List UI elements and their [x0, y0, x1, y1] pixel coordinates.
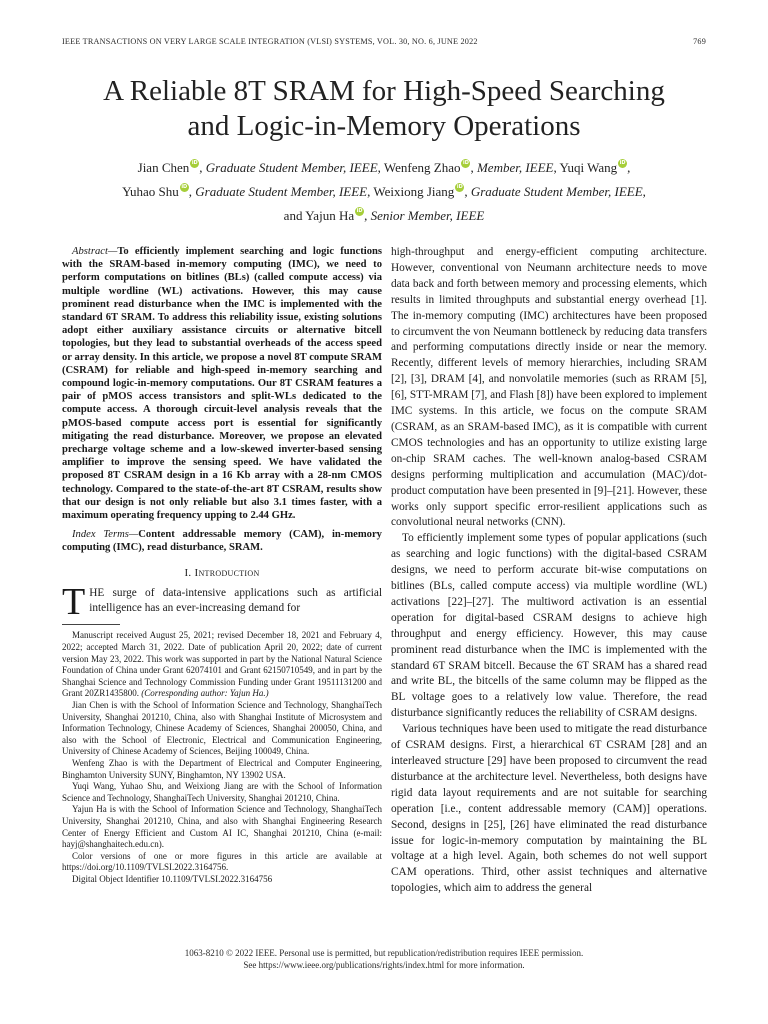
footnote-doi: Digital Object Identifier 10.1109/TVLSI.2022.3164756: [72, 873, 273, 884]
author-line-1: Jian CheniD , Graduate Student Member, IEEE, Wenfeng ZhaoiD , Member, IEEE, Yuqi WangiD ,: [70, 156, 698, 180]
author-line-2: Yuhao ShuiD , Graduate Student Member, IEEE, Weixiong JiangiD , Graduate Student Member, IEEE,: [70, 180, 698, 204]
page-number: 769: [693, 37, 706, 46]
orcid-icon[interactable]: [180, 183, 189, 192]
footnote-affiliation: Yuqi Wang, Yuhao Shu, and Weixiong Jiang are with the School of Information Science and Technology, ShanghaiTech University, Shanghai 201210, China.: [62, 781, 382, 803]
title-line-1: A Reliable 8T SRAM for High-Speed Searching: [103, 75, 665, 107]
orcid-icon[interactable]: [461, 159, 470, 168]
orcid-icon[interactable]: [190, 159, 199, 168]
abstract-label: Abstract—: [72, 246, 118, 257]
index-terms-text: Content addressable memory (CAM), in-memory computing (IMC), read disturbance, SRAM.: [62, 529, 382, 554]
paper-title: [40, 74, 728, 144]
title-line-2: and Logic-in-Memory Operations: [187, 110, 581, 142]
author-role: Graduate Student Member, IEEE: [195, 184, 368, 199]
body-paragraph: Various techniques have been used to mitigate the read disturbance of CSRAM designs. First, a hierarchical 6T CSRAM [28] and an interleaved structure [29] have been proposed to circumvent the read disturbance at the architecture level. Nevertheless, both designs have rigid data layout requirements and are not suitable for searching operation [i.e., content addressable memory (CAM)] operations. Second, designs in [25], [26] have eliminated the read disturbance issue for logic-in-memory computation by maintaining the BL voltage at a high level. Again, both schemes do not well support CAM operations. Third, other assist techniques and alternative topologies, which aim to address the general: [391, 723, 707, 895]
author-name: Yuhao Shu: [122, 184, 179, 199]
right-column: [391, 245, 707, 897]
author-name: Wenfeng Zhao: [383, 160, 461, 175]
author-role: Member, IEEE: [476, 160, 554, 175]
copyright-line-1: 1063-8210 © 2022 IEEE. Personal use is permitted, but republication/redistribution requires IEEE permission.: [184, 948, 584, 958]
section-title: Introduction: [194, 566, 260, 579]
footnote-color[interactable]: Color versions of one or more figures in this article are available at https://doi.org/10.1109/TVLSI.2022.3164756.: [62, 850, 382, 873]
copyright-line-2[interactable]: See https://www.ieee.org/publications/rights/index.html for more information.: [243, 960, 525, 970]
footnote-divider: [62, 624, 120, 625]
author-role: Graduate Student Member, IEEE: [470, 184, 643, 199]
author-role: Graduate Student Member, IEEE: [205, 160, 378, 175]
corresponding-author: (Corresponding author: Yajun Ha.): [141, 688, 269, 699]
author-name: Jian Chen: [137, 160, 190, 175]
author-name: Weixiong Jiang: [373, 184, 455, 199]
abstract-text: To efficiently implement searching and logic functions with the SRAM-based in-memory computing (IMC), we need to perform computations on bitlines (BLs) (called compute access) via multiple wordline (WL) activations. However, this may cause prominent read disturbance when the IMC is implemented with the standard 6T SRAM. To address this reliability issue, existing solutions adopt either auxiliary assistance circuits or alternative bitcell topologies, but they lead to substantial overheads of the access speed or array density. In this article, we propose a novel 8T compute SRAM (CSRAM) for reliable and high-speed in-memory searching and compound logic-in-memory computations. Our 8T CSRAM features a pair of pMOS access transistors and split-WLs dedicated to the compute access. A thorough circuit-level analysis reveals that the pMOS-based compute access port is essential for significantly mitigating the read disturbance. Moreover, we propose an elevated precharge voltage scheme and a low-skewed inverter-based sensing amplifier to improve the sensing speed. We have validated the proposed 8T CSRAM design in a 16 Kb array with a 28-nm CMOS technology. Compared to the state-of-the-art 8T CSRAM, results show that our design is not only reliable but also 3.1 times faster, with a maximum operating frequency upping to 2.44 GHz.: [62, 246, 382, 522]
intro-text: surge of data-intensive applications such as artificial intelligence has an ever-increasing demand for: [89, 586, 382, 615]
body-paragraph: high-throughput and energy-efficient computing architecture. However, conventional von Neumann architecture needs to move data back and forth between memory and processing elements, which results in limited throughputs and substantial energy overhead [1]. The in-memory computing (IMC) architectures have been proposed to circumvent the von Neumann bottleneck by reducing data transfers and performing computations directly inside or near the memory. Recently, different levels of memory hierarchies, including SRAM [2], [3], DRAM [4], and nonvolatile memories (such as RRAM [5], [6], STT-MRAM [7], and Flash [8]) have been explored to implement IMC systems. In this article, we focus on the compute SRAM (CSRAM, as an SRAM-based IMC), as it is compatible with current CMOS technologies and has an opportunity to utilize existing large on-chip SRAM caches. The well-known analog-based CSRAM designs performing multiplication and accumulation (MAC)/dot-product computation have been presented in [9]–[21]. However, these works only support specific error-resilient applications such as convolutional neural networks (CNN).: [391, 246, 707, 529]
orcid-icon[interactable]: [455, 183, 464, 192]
intro-smallcaps: HE: [89, 586, 105, 599]
orcid-icon[interactable]: [355, 207, 364, 216]
orcid-icon[interactable]: [618, 159, 627, 168]
copyright-notice: [60, 947, 708, 971]
index-terms-label: Index Terms—: [72, 529, 139, 541]
author-name: Yuqi Wang: [559, 160, 618, 175]
body-paragraph: To efficiently implement some types of popular applications (such as searching and logic functions) with the digital-based CSRAM designs, we need to perform accurate bit-wise computations on bitlines (BLs, called compute access) via multiple wordline (WL) activations [22]–[27]. The multiword activation is an essential operation for digital-based CSRAM designs to achieve high throughput and energy efficiency. However, this may cause prominent read disturbance when the IMC is implemented with the standard 6T SRAM bitcell. Because the 6T SRAM has a shared read and write BL, the bitcells of the same column may be flipped as the BL voltage goes to a relatively low value. Therefore, the read disturbance significantly reduces the reliability of CSRAM designs.: [391, 532, 707, 720]
section-numeral: I.: [184, 566, 192, 579]
abstract: [62, 245, 382, 522]
footnote-affiliation: Wenfeng Zhao is with the Department of Electrical and Computer Engineering, Binghamton University SUNY, Binghamton, NY 13902 USA.: [62, 758, 382, 780]
author-name: Yajun Ha: [305, 208, 355, 223]
footnotes: [62, 630, 382, 885]
footnote-text: Manuscript received August 25, 2021; revised December 18, 2021 and February 4, 2022; accepted March 31, 2022. Date of publication April 20, 2022; date of current version May 23, 2022. This work was supported in part by the National Natural Science Foundation of China under Grant 62074101 and Grant 62150710549, and in part by the Shanghai Science and Technology Commission Funding under Grant 19511131200 and Grant 20ZR1435800.: [62, 630, 382, 699]
footnote-affiliation: Jian Chen is with the School of Information Science and Technology, ShanghaiTech University, Shanghai 201210, China, also with Shanghai Institute of Microsystem and Information Technology, Chinese Academy of Sciences, Shanghai 200050, China, and also with the School of Electronic, Electrical and Communication Engineering, University of Chinese Academy of Sciences, Beijing 100049, China.: [62, 700, 382, 757]
running-header: [62, 37, 706, 46]
journal-name: IEEE TRANSACTIONS ON VERY LARGE SCALE INTEGRATION (VLSI) SYSTEMS, VOL. 30, NO. 6, JUNE 2022: [62, 37, 478, 46]
author-role: Senior Member, IEEE: [370, 208, 485, 223]
author-list: [70, 156, 698, 228]
intro-paragraph: [62, 580, 382, 623]
drop-cap: T: [62, 580, 86, 623]
section-heading: [62, 567, 382, 580]
author-line-3: and Yajun HaiD , Senior Member, IEEE: [70, 204, 698, 228]
index-terms: [62, 528, 382, 554]
footnote-manuscript: [62, 630, 382, 700]
footnote-affiliation: Yajun Ha is with the School of Information Science and Technology, ShanghaiTech University, Shanghai 201210, China, and also with Shanghai Engineering Research Center of Energy Efficient and Custom AI IC, Shanghai 201210, China (e-mail: hayj@shanghaitech.edu.cn).: [62, 804, 382, 850]
left-column: [62, 245, 382, 886]
